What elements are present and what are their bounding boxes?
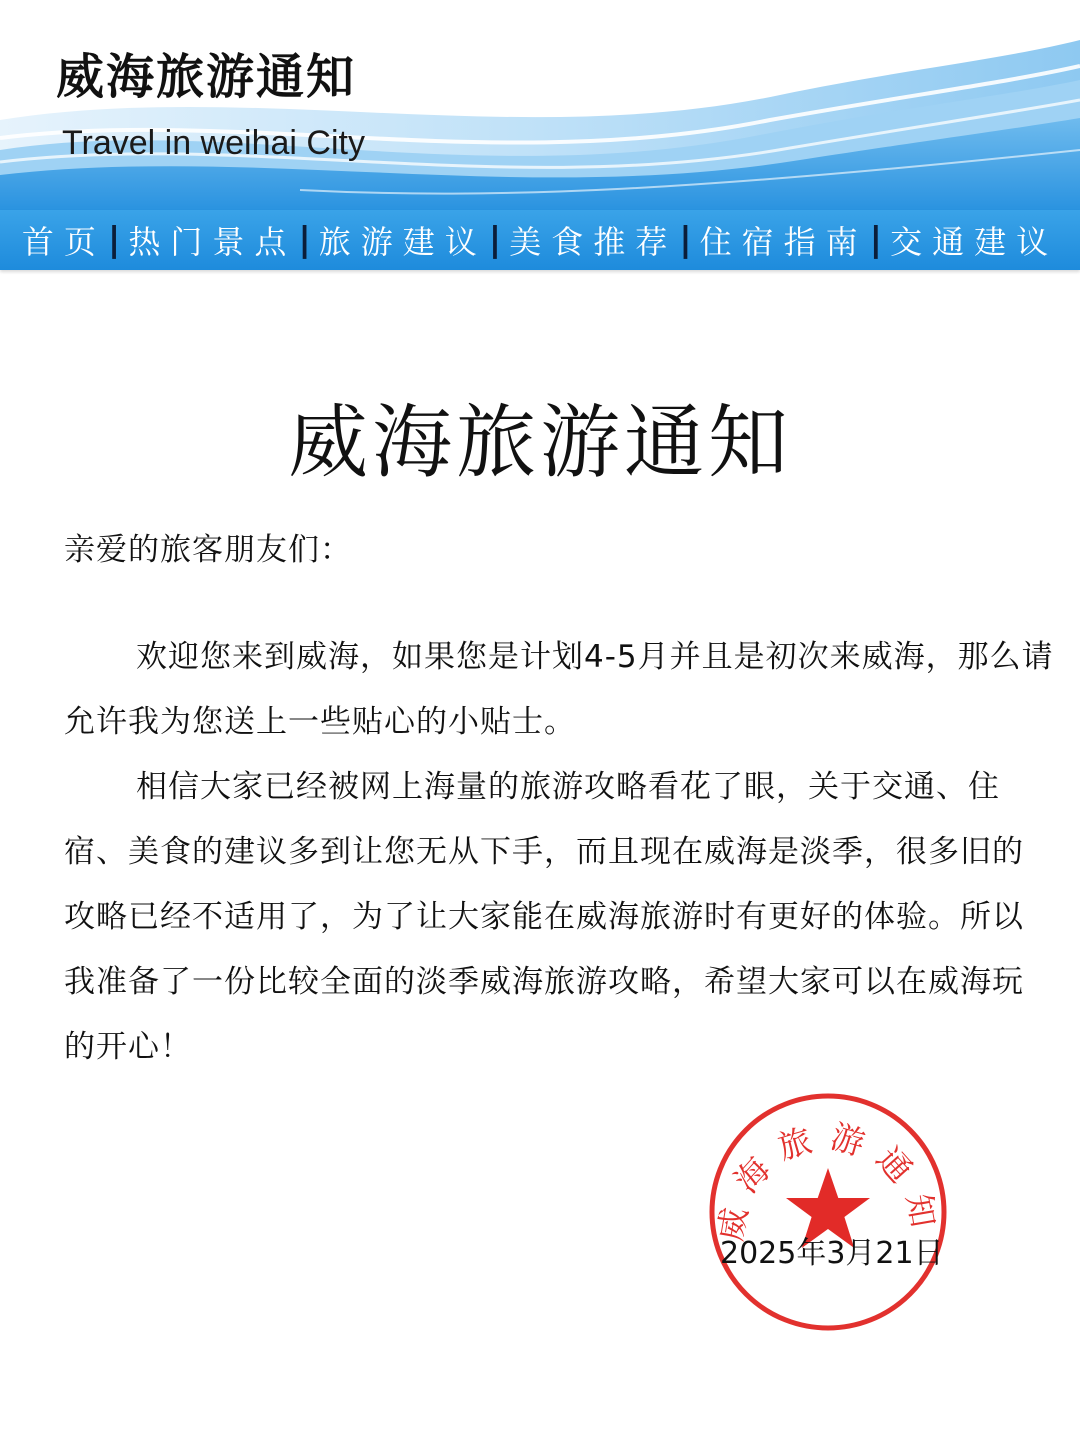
nav-bar [0, 210, 1080, 270]
site-subtitle: Travel in weihai City [62, 124, 365, 162]
nav-separator: | [107, 220, 121, 260]
nav-item-accommodation[interactable]: 住宿指南 [699, 223, 868, 261]
nav-item-food[interactable]: 美食推荐 [509, 223, 678, 261]
nav-separator: | [679, 220, 692, 260]
header-banner [0, 0, 1080, 210]
nav-separator: | [298, 220, 311, 260]
notice-date: 2025年3月21日 [720, 1236, 944, 1271]
salutation: 亲爱的旅客朋友们： [64, 532, 352, 568]
notice-body [64, 625, 1054, 1080]
notice-title: 威海旅游通知 [288, 396, 792, 489]
nav-separator: | [488, 220, 502, 260]
body-paragraph: 欢迎您来到威海，如果您是计划4-5月并且是初次来威海，那么请允许我为您送上一些贴心的小贴士。 [64, 639, 1054, 740]
body-paragraph: 相信大家已经被网上海量的旅游攻略看花了眼，关于交通、住宿、美食的建议多到让您无从下手，而且现在威海是淡季，很多旧的攻略已经不适用了，为了让大家能在威海旅游时有更好的体验。所以我准备了一份比较全面的淡季威海旅游攻略，希望大家可以在威海玩的开心！ [64, 769, 1024, 1065]
site-title: 威海旅游通知 [56, 49, 357, 105]
nav-item-attractions[interactable]: 热门景点 [128, 223, 297, 261]
nav-separator: | [869, 220, 883, 260]
official-seal-stamp [706, 1090, 950, 1334]
nav-item-home[interactable]: 首页 [21, 223, 106, 261]
seal-text: 威海旅游通知 [710, 1116, 946, 1244]
nav-item-travel-tips[interactable]: 旅游建议 [318, 223, 487, 261]
nav-item-transport[interactable]: 交通建议 [890, 223, 1059, 261]
